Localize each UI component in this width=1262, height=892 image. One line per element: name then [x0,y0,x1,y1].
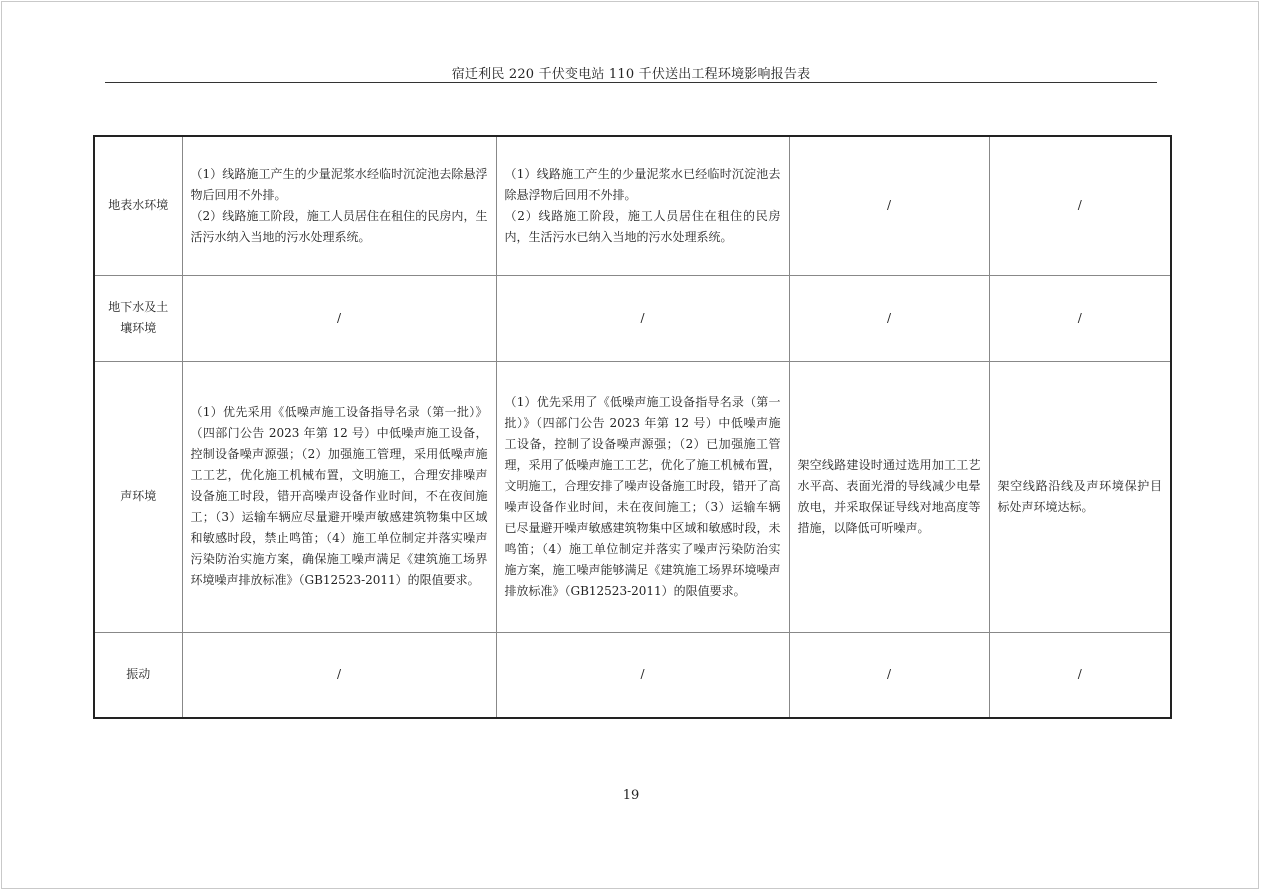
acoustic-measures-implemented: （1）优先采用了《低噪声施工设备指导名录（第一批）》（四部门公告 2023 年第 12 号）中低噪声施工设备，控制了设备噪声源强；（2）已加强施工管理，采用了低噪声施工工艺，优化了施工机械布置，文明施工，合理安排了噪声设备施工时段，错开了高噪声设备作业时间，未在夜间施工；（3）运输车辆已尽量避开噪声敏感建筑物集中区域和敏感时段，未鸣笛；（4）施工单位制定并落实了噪声污染防治实施方案，施工噪声能够满足《建筑施工场界环境噪声排放标准》（GB12523-2011）的限值要求。 [496,361,789,632]
table-row [94,275,1171,361]
groundwater-col1: / [182,275,496,361]
acoustic-measures-planned: （1）优先采用《低噪声施工设备指导名录（第一批）》（四部门公告 2023 年第 12 号）中低噪声施工设备，控制设备噪声源强；（2）加强施工管理，采用低噪声施工工艺，优化施工机械布置，文明施工，合理安排噪声设备施工时段，错开高噪声设备作业时间，不在夜间施工；（3）运输车辆应尽量避开噪声敏感建筑物集中区域和敏感时段，禁止鸣笛；（4）施工单位制定并落实噪声污染防治实施方案，确保施工噪声满足《建筑施工场界环境噪声排放标准》（GB12523-2011）的限值要求。 [182,361,496,632]
table-row [94,136,1171,275]
page-number: 19 [622,788,640,803]
acoustic-operation-result: 架空线路沿线及声环境保护目标处声环境达标。 [989,361,1171,632]
groundwater-col2: / [496,275,789,361]
header-rule [105,82,1157,83]
table-row [94,361,1171,632]
surface-water-measures-planned [182,136,496,275]
surface-water-measures-implemented [496,136,789,275]
surface-water-col4: / [989,136,1171,275]
surface-water-col3: / [789,136,989,275]
row-label-acoustic: 声环境 [94,361,182,632]
acoustic-operation-measures: 架空线路建设时通过选用加工工艺水平高、表面光滑的导线减少电晕放电，并采取保证导线对地高度等措施，以降低可听噪声。 [789,361,989,632]
groundwater-col4: / [989,275,1171,361]
row-label-groundwater-soil: 地下水及土壤环境 [94,275,182,361]
document-header-title: 宿迁利民 220 千伏变电站 110 千伏送出工程环境影响报告表 [451,67,811,82]
vibration-col4: / [989,632,1171,718]
page-edge-line [1258,50,1259,810]
vibration-col2: / [496,632,789,718]
row-label-surface-water: 地表水环境 [94,136,182,275]
environmental-measures-table [93,135,1172,719]
vibration-col3: / [789,632,989,718]
groundwater-col3: / [789,275,989,361]
paragraph: （1）线路施工产生的少量泥浆水经临时沉淀池去除悬浮物后回用不外排。 （2）线路施工阶段，施工人员居住在租住的民房内，生活污水纳入当地的污水处理系统。 [190,166,488,244]
row-label-vibration: 振动 [94,632,182,718]
table-row [94,632,1171,718]
paragraph: （1）线路施工产生的少量泥浆水已经临时沉淀池去除悬浮物后回用不外排。 （2）线路施工阶段，施工人员居住在租住的民房内，生活污水已纳入当地的污水处理系统。 [504,166,781,244]
vibration-col1: / [182,632,496,718]
